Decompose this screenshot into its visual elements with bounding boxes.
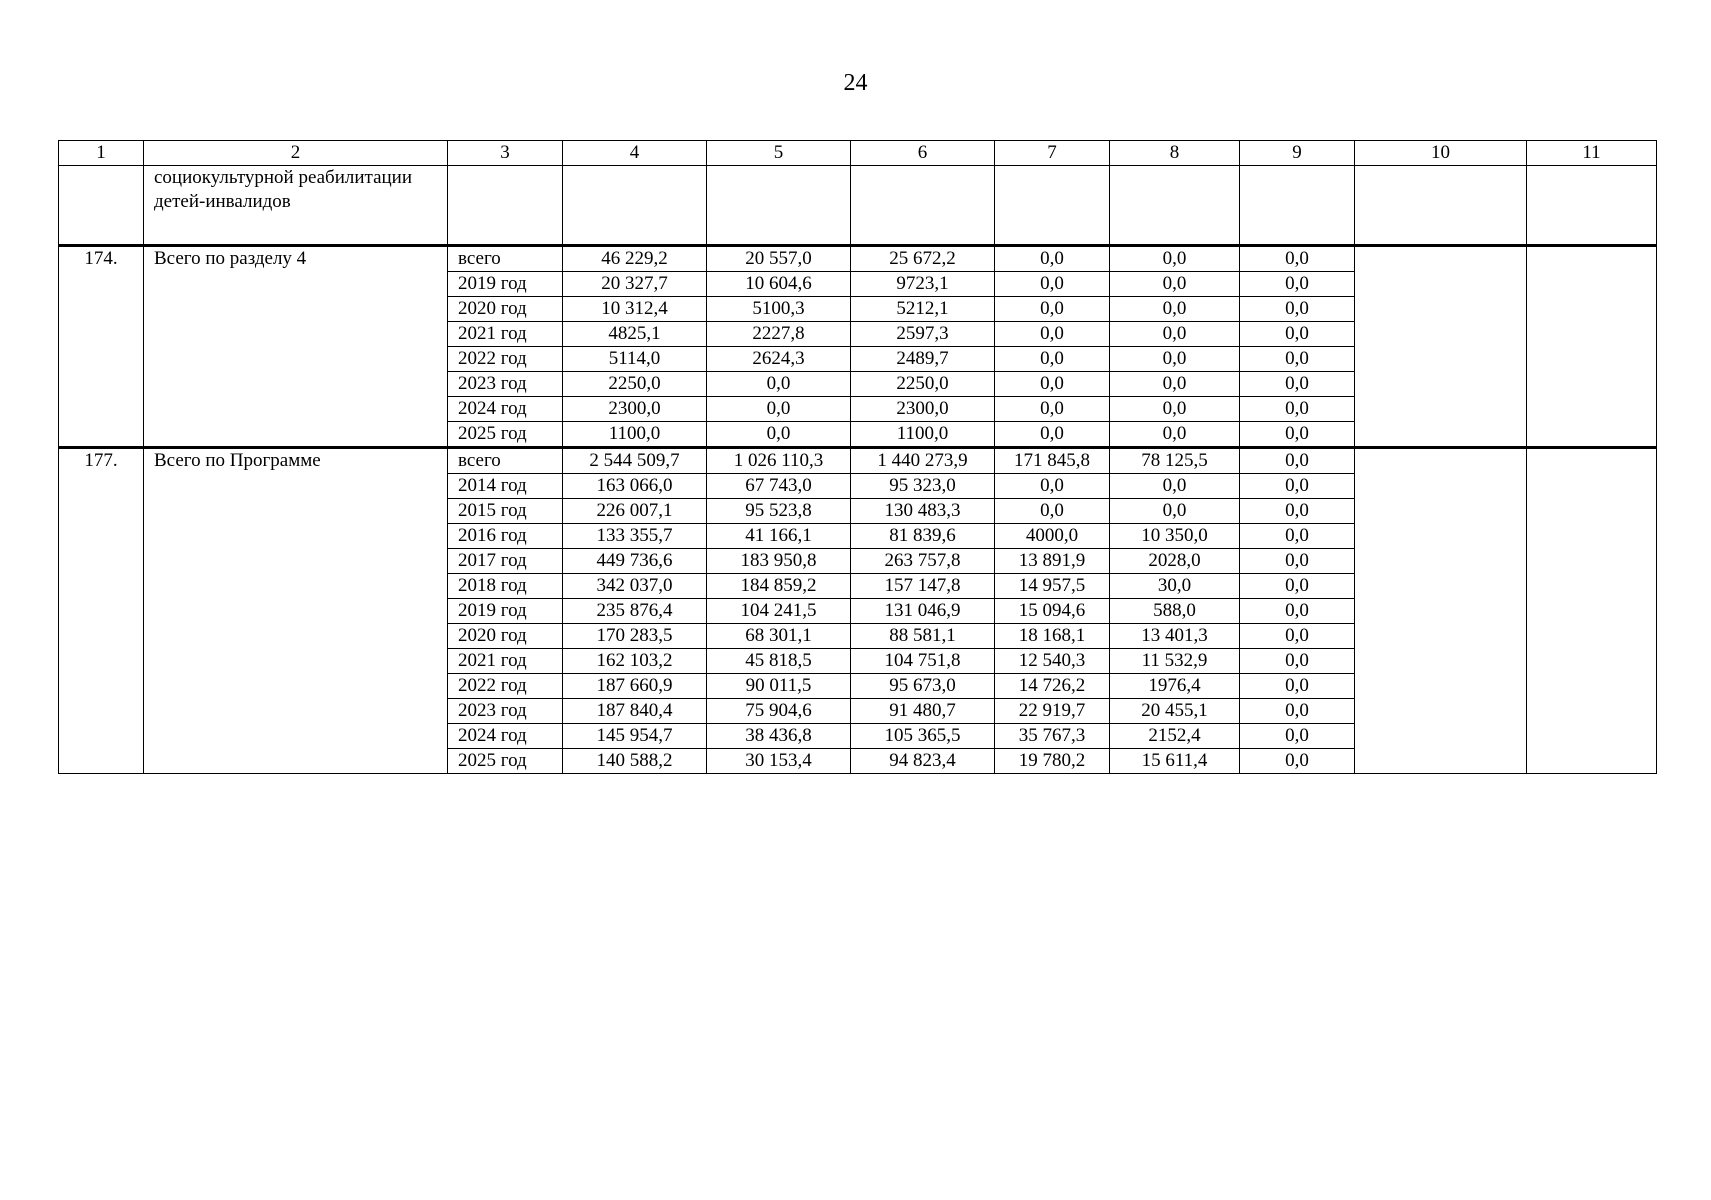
value-cell: 0,0 — [995, 272, 1110, 297]
column-number: 4 — [563, 141, 707, 166]
value-cell: 0,0 — [1240, 246, 1355, 272]
period-cell: 2019 год — [448, 599, 563, 624]
value-cell: 41 166,1 — [707, 524, 851, 549]
value-cell: 1 026 110,3 — [707, 448, 851, 474]
value-cell: 0,0 — [1240, 422, 1355, 448]
value-cell: 2 544 509,7 — [563, 448, 707, 474]
value-cell: 0,0 — [995, 297, 1110, 322]
value-cell: 15 611,4 — [1110, 749, 1240, 774]
value-cell: 0,0 — [1240, 474, 1355, 499]
value-cell: 91 480,7 — [851, 699, 995, 724]
value-cell: 20 327,7 — [563, 272, 707, 297]
value-cell: 2597,3 — [851, 322, 995, 347]
value-cell: 1976,4 — [1110, 674, 1240, 699]
value-cell: 45 818,5 — [707, 649, 851, 674]
empty-cell — [1355, 448, 1527, 774]
value-cell: 130 483,3 — [851, 499, 995, 524]
period-cell: 2024 год — [448, 397, 563, 422]
value-cell: 226 007,1 — [563, 499, 707, 524]
value-cell: 0,0 — [1240, 448, 1355, 474]
section-name: Всего по Программе — [144, 448, 448, 774]
empty-cell — [1355, 246, 1527, 448]
value-cell: 5212,1 — [851, 297, 995, 322]
table-row — [59, 246, 1657, 272]
value-cell: 30 153,4 — [707, 749, 851, 774]
value-cell: 0,0 — [1240, 699, 1355, 724]
value-cell: 4825,1 — [563, 322, 707, 347]
value-cell: 1100,0 — [563, 422, 707, 448]
value-cell: 0,0 — [707, 372, 851, 397]
empty-cell — [563, 166, 707, 246]
value-cell: 5100,3 — [707, 297, 851, 322]
value-cell: 68 301,1 — [707, 624, 851, 649]
value-cell: 263 757,8 — [851, 549, 995, 574]
value-cell: 0,0 — [1240, 574, 1355, 599]
empty-cell — [59, 166, 144, 246]
value-cell: 2489,7 — [851, 347, 995, 372]
period-cell: всего — [448, 448, 563, 474]
value-cell: 75 904,6 — [707, 699, 851, 724]
value-cell: 0,0 — [1240, 649, 1355, 674]
value-cell: 0,0 — [995, 322, 1110, 347]
value-cell: 183 950,8 — [707, 549, 851, 574]
value-cell: 2624,3 — [707, 347, 851, 372]
value-cell: 187 840,4 — [563, 699, 707, 724]
value-cell: 19 780,2 — [995, 749, 1110, 774]
value-cell: 2250,0 — [851, 372, 995, 397]
value-cell: 35 767,3 — [995, 724, 1110, 749]
value-cell: 449 736,6 — [563, 549, 707, 574]
value-cell: 46 229,2 — [563, 246, 707, 272]
value-cell: 0,0 — [995, 499, 1110, 524]
value-cell: 0,0 — [1110, 474, 1240, 499]
value-cell: 0,0 — [1110, 397, 1240, 422]
value-cell: 0,0 — [1240, 297, 1355, 322]
value-cell: 25 672,2 — [851, 246, 995, 272]
value-cell: 11 532,9 — [1110, 649, 1240, 674]
budget-table — [58, 140, 1657, 774]
column-number: 11 — [1527, 141, 1657, 166]
value-cell: 2250,0 — [563, 372, 707, 397]
value-cell: 2028,0 — [1110, 549, 1240, 574]
value-cell: 171 845,8 — [995, 448, 1110, 474]
empty-cell — [995, 166, 1110, 246]
column-number: 2 — [144, 141, 448, 166]
empty-cell — [1527, 246, 1657, 448]
empty-cell — [1240, 166, 1355, 246]
empty-cell — [851, 166, 995, 246]
empty-cell — [1527, 166, 1657, 246]
value-cell: 0,0 — [995, 397, 1110, 422]
value-cell: 104 751,8 — [851, 649, 995, 674]
value-cell: 0,0 — [1110, 422, 1240, 448]
table-body — [59, 141, 1657, 774]
continuation-row — [59, 166, 1657, 246]
table-row — [59, 448, 1657, 474]
value-cell: 14 726,2 — [995, 674, 1110, 699]
value-cell: 20 455,1 — [1110, 699, 1240, 724]
value-cell: 105 365,5 — [851, 724, 995, 749]
period-cell: 2016 год — [448, 524, 563, 549]
value-cell: 4000,0 — [995, 524, 1110, 549]
column-number: 8 — [1110, 141, 1240, 166]
empty-cell — [448, 166, 563, 246]
value-cell: 13 891,9 — [995, 549, 1110, 574]
value-cell: 0,0 — [1240, 749, 1355, 774]
value-cell: 2300,0 — [563, 397, 707, 422]
value-cell: 145 954,7 — [563, 724, 707, 749]
column-number: 1 — [59, 141, 144, 166]
value-cell: 9723,1 — [851, 272, 995, 297]
value-cell: 0,0 — [995, 246, 1110, 272]
column-number-row — [59, 141, 1657, 166]
value-cell: 10 312,4 — [563, 297, 707, 322]
value-cell: 18 168,1 — [995, 624, 1110, 649]
value-cell: 0,0 — [1240, 674, 1355, 699]
value-cell: 67 743,0 — [707, 474, 851, 499]
empty-cell — [707, 166, 851, 246]
value-cell: 2300,0 — [851, 397, 995, 422]
value-cell: 30,0 — [1110, 574, 1240, 599]
value-cell: 588,0 — [1110, 599, 1240, 624]
column-number: 10 — [1355, 141, 1527, 166]
value-cell: 14 957,5 — [995, 574, 1110, 599]
value-cell: 0,0 — [1110, 322, 1240, 347]
value-cell: 0,0 — [1240, 322, 1355, 347]
value-cell: 0,0 — [1110, 347, 1240, 372]
value-cell: 90 011,5 — [707, 674, 851, 699]
period-cell: 2023 год — [448, 699, 563, 724]
period-cell: 2015 год — [448, 499, 563, 524]
value-cell: 94 823,4 — [851, 749, 995, 774]
value-cell: 342 037,0 — [563, 574, 707, 599]
value-cell: 187 660,9 — [563, 674, 707, 699]
value-cell: 88 581,1 — [851, 624, 995, 649]
value-cell: 0,0 — [1240, 499, 1355, 524]
row-number: 174. — [59, 246, 144, 448]
value-cell: 2152,4 — [1110, 724, 1240, 749]
value-cell: 162 103,2 — [563, 649, 707, 674]
period-cell: 2019 год — [448, 272, 563, 297]
value-cell: 2227,8 — [707, 322, 851, 347]
value-cell: 0,0 — [995, 347, 1110, 372]
value-cell: 38 436,8 — [707, 724, 851, 749]
value-cell: 0,0 — [1110, 372, 1240, 397]
value-cell: 95 523,8 — [707, 499, 851, 524]
period-cell: 2025 год — [448, 422, 563, 448]
value-cell: 12 540,3 — [995, 649, 1110, 674]
empty-cell — [1527, 448, 1657, 774]
value-cell: 0,0 — [995, 422, 1110, 448]
value-cell: 1 440 273,9 — [851, 448, 995, 474]
value-cell: 140 588,2 — [563, 749, 707, 774]
column-number: 5 — [707, 141, 851, 166]
empty-cell — [1110, 166, 1240, 246]
value-cell: 0,0 — [1110, 272, 1240, 297]
value-cell: 10 350,0 — [1110, 524, 1240, 549]
value-cell: 0,0 — [1240, 372, 1355, 397]
value-cell: 95 323,0 — [851, 474, 995, 499]
value-cell: 0,0 — [1240, 599, 1355, 624]
period-cell: 2020 год — [448, 624, 563, 649]
value-cell: 81 839,6 — [851, 524, 995, 549]
value-cell: 157 147,8 — [851, 574, 995, 599]
empty-cell — [1355, 166, 1527, 246]
value-cell: 0,0 — [995, 474, 1110, 499]
period-cell: 2017 год — [448, 549, 563, 574]
row-number: 177. — [59, 448, 144, 774]
value-cell: 104 241,5 — [707, 599, 851, 624]
value-cell: 78 125,5 — [1110, 448, 1240, 474]
value-cell: 0,0 — [1240, 624, 1355, 649]
column-number: 9 — [1240, 141, 1355, 166]
value-cell: 0,0 — [1240, 397, 1355, 422]
period-cell: 2025 год — [448, 749, 563, 774]
value-cell: 0,0 — [1110, 246, 1240, 272]
column-number: 7 — [995, 141, 1110, 166]
period-cell: 2022 год — [448, 347, 563, 372]
value-cell: 0,0 — [1240, 549, 1355, 574]
value-cell: 235 876,4 — [563, 599, 707, 624]
period-cell: 2014 год — [448, 474, 563, 499]
value-cell: 15 094,6 — [995, 599, 1110, 624]
value-cell: 184 859,2 — [707, 574, 851, 599]
value-cell: 22 919,7 — [995, 699, 1110, 724]
value-cell: 163 066,0 — [563, 474, 707, 499]
column-number: 6 — [851, 141, 995, 166]
value-cell: 0,0 — [1240, 724, 1355, 749]
value-cell: 0,0 — [1240, 524, 1355, 549]
value-cell: 131 046,9 — [851, 599, 995, 624]
value-cell: 0,0 — [1110, 499, 1240, 524]
continuation-text: социокультурной реабилитации детей-инвалидов — [144, 166, 448, 246]
column-number: 3 — [448, 141, 563, 166]
section-name: Всего по разделу 4 — [144, 246, 448, 448]
value-cell: 0,0 — [995, 372, 1110, 397]
value-cell: 1100,0 — [851, 422, 995, 448]
value-cell: 0,0 — [1110, 297, 1240, 322]
period-cell: 2018 год — [448, 574, 563, 599]
period-cell: 2022 год — [448, 674, 563, 699]
value-cell: 0,0 — [707, 397, 851, 422]
value-cell: 0,0 — [707, 422, 851, 448]
period-cell: 2023 год — [448, 372, 563, 397]
period-cell: 2021 год — [448, 649, 563, 674]
value-cell: 95 673,0 — [851, 674, 995, 699]
value-cell: 133 355,7 — [563, 524, 707, 549]
value-cell: 0,0 — [1240, 347, 1355, 372]
value-cell: 13 401,3 — [1110, 624, 1240, 649]
period-cell: всего — [448, 246, 563, 272]
period-cell: 2020 год — [448, 297, 563, 322]
value-cell: 0,0 — [1240, 272, 1355, 297]
value-cell: 10 604,6 — [707, 272, 851, 297]
period-cell: 2024 год — [448, 724, 563, 749]
value-cell: 20 557,0 — [707, 246, 851, 272]
period-cell: 2021 год — [448, 322, 563, 347]
page-number: 24 — [843, 70, 868, 96]
value-cell: 170 283,5 — [563, 624, 707, 649]
value-cell: 5114,0 — [563, 347, 707, 372]
